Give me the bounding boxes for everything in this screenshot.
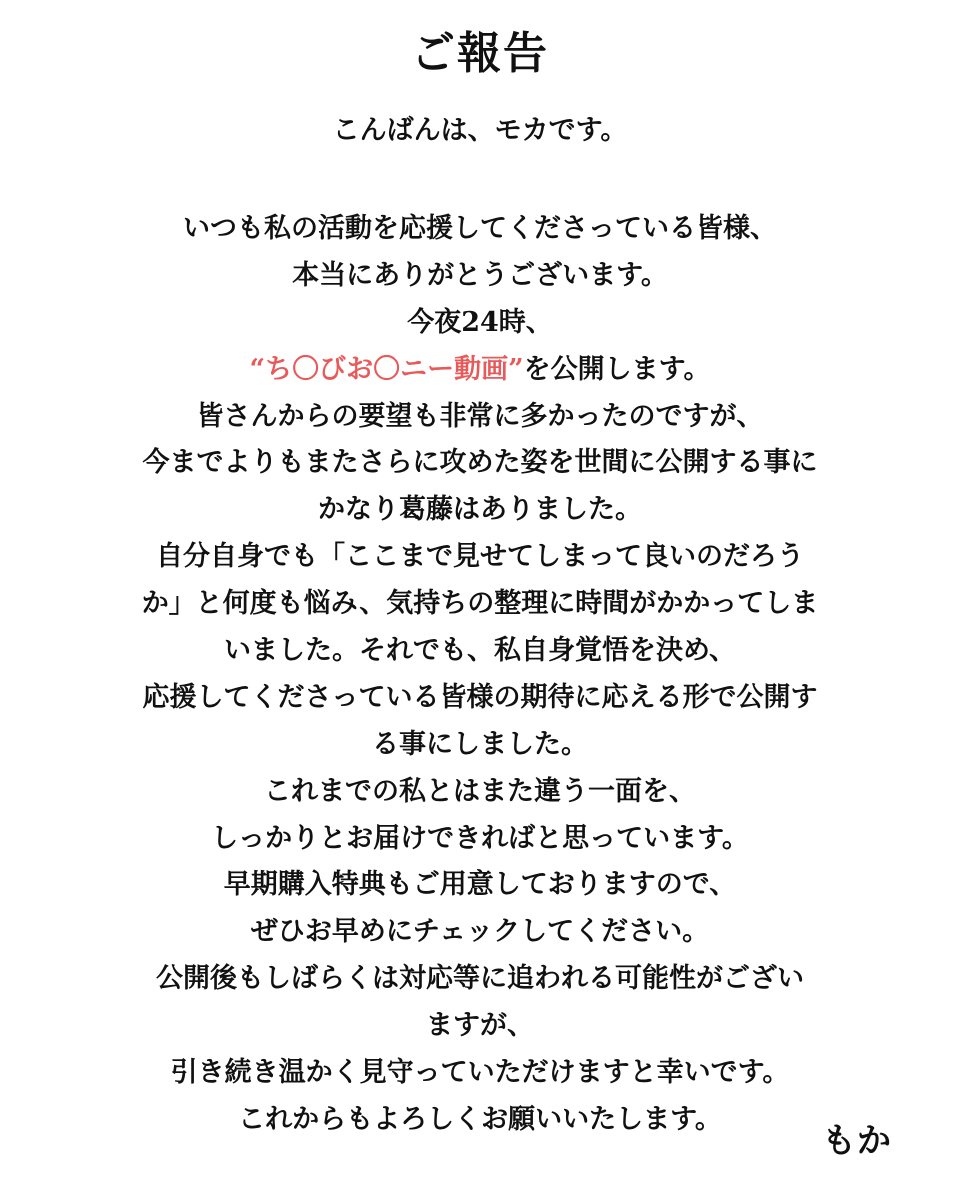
body-line: る事にしました。: [372, 728, 588, 760]
body-line: これまでの私とはまた違う一面を、: [264, 775, 696, 807]
body-line-with-highlight: [0, 347, 960, 394]
body-line: 今までよりもまたさらに攻めた姿を世間に公開する事に: [142, 447, 818, 479]
body-line: 皆さんからの要望も非常に多かったのですが、: [196, 400, 764, 432]
body-line: 応援してくださっている皆様の期待に応える形で公開す: [142, 681, 818, 713]
body-line: これからもよろしくお願いいたします。: [238, 1103, 722, 1135]
body-line: いました。それでも、私自身覚悟を決め、: [224, 635, 736, 667]
page-title: ご報告: [411, 28, 549, 79]
body-line: 公開後もしばらくは対応等に追われる可能性がござい: [156, 963, 804, 995]
body-line: 本当にありがとうございます。: [292, 259, 668, 291]
body-line: ぜひお早めにチェックしてください。: [250, 916, 710, 948]
message-body: [0, 206, 960, 1144]
body-line: 早期購入特典もご用意しておりますので、: [223, 869, 737, 901]
greeting-line: こんばんは、モカです。: [332, 115, 628, 146]
body-line: かなり葛藤はありました。: [318, 494, 642, 526]
body-line: いつも私の活動を応援してくださっている皆様、: [183, 213, 777, 244]
body-line: ますが、: [426, 1010, 534, 1042]
body-line: か」と何度も悩み、気持ちの整理に時間がかかってしま: [141, 588, 819, 620]
signature: もか: [822, 1121, 892, 1161]
body-line: 引き続き温かく見守っていただけますと幸いです。: [170, 1057, 790, 1089]
body-line: 自分自身でも「ここまで見せてしまって良いのだろう: [156, 541, 804, 573]
body-line: しっかりとお届けできればと思っています。: [211, 822, 749, 854]
highlighted-video-title: “ち〇びお〇ニー動画”: [249, 353, 524, 385]
body-line: 今夜24時、: [407, 306, 553, 338]
body-line-suffix: を公開します。: [523, 353, 711, 385]
